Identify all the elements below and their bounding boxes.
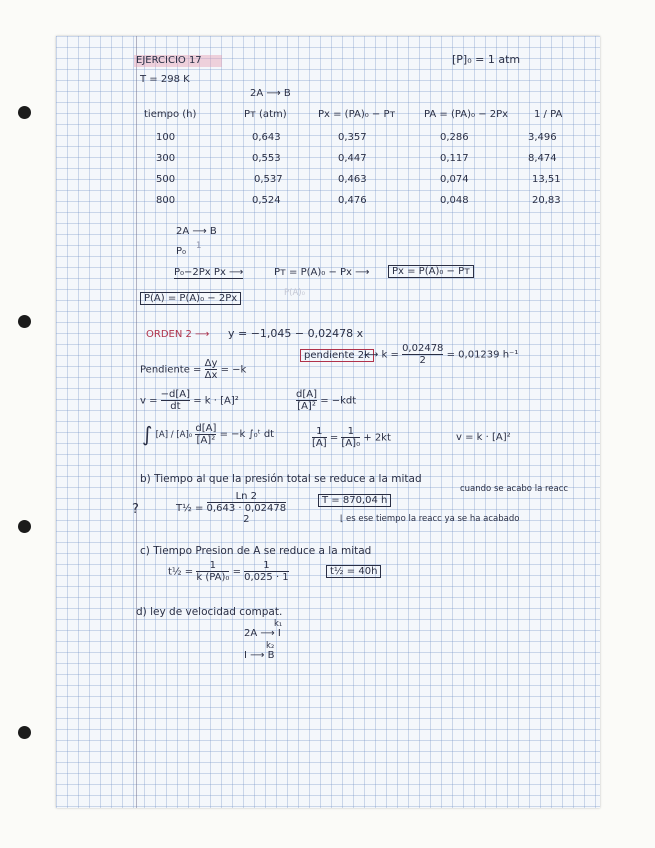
col-header-pa: PA = (PA)₀ − 2Px [424,109,509,120]
res-num1: 1 [312,426,327,438]
table-cell: 13,51 [532,174,561,185]
integrated-result [312,426,391,449]
part-c-lhs: t½ = [168,566,194,578]
table-cell: 0,074 [440,174,469,185]
table-cell: 0,357 [338,132,367,143]
part-b-equation [176,491,286,525]
scheme-initial: P₀ [176,246,187,257]
col-header-px: Px = (PA)₀ − Pᴛ [318,109,396,120]
table-cell: 0,524 [252,195,281,206]
rate-num: −d[A] [160,389,191,400]
slope-equation [140,358,246,381]
part-b-title: b) Tiempo al que la presión total se reduce a la mitad [140,473,422,485]
slope-fraction [205,358,218,381]
binder-hole-1 [18,106,31,119]
reaction-header: 2A ⟶ B [250,88,291,99]
order-equation: y = −1,045 − 0,02478 x [228,327,364,340]
rate-lhs: v = [140,395,158,407]
part-b-side-note: cuando se acabo la reacc [460,484,569,494]
table-cell: 500 [156,174,176,185]
table-cell: 0,286 [440,132,469,143]
table-cell: 0,447 [338,153,367,164]
order-label: ORDEN 2 ⟶ [146,329,210,340]
integral-equation [142,422,274,446]
initial-pressure: [P]₀ = 1 atm [452,53,521,66]
slope-num: Δy [204,358,218,369]
res-eq: = [329,432,339,444]
col-header-inv: 1 / PA [534,109,563,120]
part-c-num1: 1 [196,560,229,572]
res-num2: 1 [341,426,360,438]
rate-fraction [161,389,190,412]
k-den: 2 [419,355,426,366]
table-cell: 20,83 [532,195,561,206]
slope-lhs: Pendiente = [140,364,202,376]
scheme-after: P₀−2Px Px ⟶ [174,267,244,278]
rate-rhs: = k · [A]² [193,395,239,407]
part-d-step-2 [244,641,275,661]
table-cell: 8,474 [528,153,557,164]
part-b-den-extra: 2 [243,514,250,525]
table-cell: 0,537 [254,174,283,185]
table-cell: 0,463 [338,174,367,185]
part-d-step-1 [244,619,283,639]
part-b-result: T = 870,04 h [318,494,391,507]
step1-k: k₁ [274,619,283,629]
k-fraction [402,343,443,366]
binder-hole-2 [18,315,31,328]
rate-law: v = k · [A]² [456,432,511,443]
part-c-fraction-2 [244,560,289,583]
table-cell: 100 [156,132,176,143]
res-den1: [A] [312,438,327,449]
k-result: = 0,01239 h⁻¹ [446,349,519,361]
table-cell: 0,643 [252,132,281,143]
table-cell: 0,476 [338,195,367,206]
int-num: d[A] [195,422,217,434]
k-calculation [364,343,518,366]
sep-rhs: = −kdt [320,395,357,407]
integral-limits: [A] / [A]₀ [155,430,193,440]
part-b-note: ⌊ es ese tiempo la reacc ya se ha acabado [340,514,520,524]
col-header-time: tiempo (h) [144,109,197,120]
k-num: 0,02478 [402,343,444,354]
table-cell: 300 [156,153,176,164]
part-c-num2: 1 [244,560,289,572]
table-cell: 0,117 [440,153,469,164]
slope-den: Δx [204,370,218,381]
part-b-num: Ln 2 [207,491,287,503]
part-b-fraction [207,491,287,525]
scheme-reaction: 2A ⟶ B [176,226,217,237]
res-den2: [A]₀ [341,438,361,449]
table-cell: 800 [156,195,176,206]
scheme-arrow-note: 1 [196,241,202,251]
col-header-pt: Pᴛ (atm) [244,109,287,120]
int-mid: = −k ∫₀ᵗ dt [219,429,275,440]
res-fraction-2 [341,426,360,449]
part-d-title: d) ley de velocidad compat. [136,606,283,618]
slope-label: pendiente 2k [300,349,374,362]
scheme-total: Pᴛ = P(A)₀ − Px ⟶ [274,267,370,278]
binder-hole-4 [18,726,31,739]
rate-den: dt [170,401,181,412]
part-b-den: 0,643 · 0,02478 [206,503,287,514]
temperature: T = 298 K [140,74,190,85]
table-cell: 0,553 [252,153,281,164]
table-cell: 3,496 [528,132,557,143]
part-c-eq: = [232,566,241,578]
part-c-fraction-1 [196,560,229,583]
table-cell: 0,048 [440,195,469,206]
step2-k: k₂ [266,641,275,651]
margin-line [136,36,137,808]
part-c-den1: k (PA)₀ [196,572,230,583]
sep-fraction [296,389,317,412]
notebook-sheet [56,36,600,808]
step2-reaction: I ⟶ B [244,650,275,661]
sep-num: d[A] [296,389,317,400]
boxed-pa-equation: P(A) = P(A)₀ − 2Px [140,292,241,305]
binder-hole-3 [18,520,31,533]
int-fraction [195,423,216,446]
k-prefix: ⟶ k = [364,349,399,361]
part-c-equation [168,560,289,583]
slope-rhs: = −k [220,364,247,376]
part-b-margin-mark: ? [132,502,139,517]
part-c-title: c) Tiempo Presion de A se reduce a la mitad [140,545,372,557]
res-tail: + 2kt [363,432,391,444]
part-c-result: t½ = 40h [326,565,381,578]
scheme-faint: P(A)₀ [284,288,305,298]
int-den: [A]² [196,434,216,446]
exercise-title: EJERCICIO 17 [136,55,202,66]
separated-equation [296,389,356,412]
boxed-px-equation: Px = P(A)₀ − Pᴛ [388,265,474,278]
part-c-den2: 0,025 · 1 [244,572,289,583]
rate-equation [140,389,239,412]
sep-den: [A]² [297,401,316,412]
step1-reaction: 2A ⟶ I [244,628,281,639]
part-b-lhs: T½ = [176,503,204,514]
integral-sign: ∫ [142,422,153,446]
res-fraction-1 [312,426,327,449]
